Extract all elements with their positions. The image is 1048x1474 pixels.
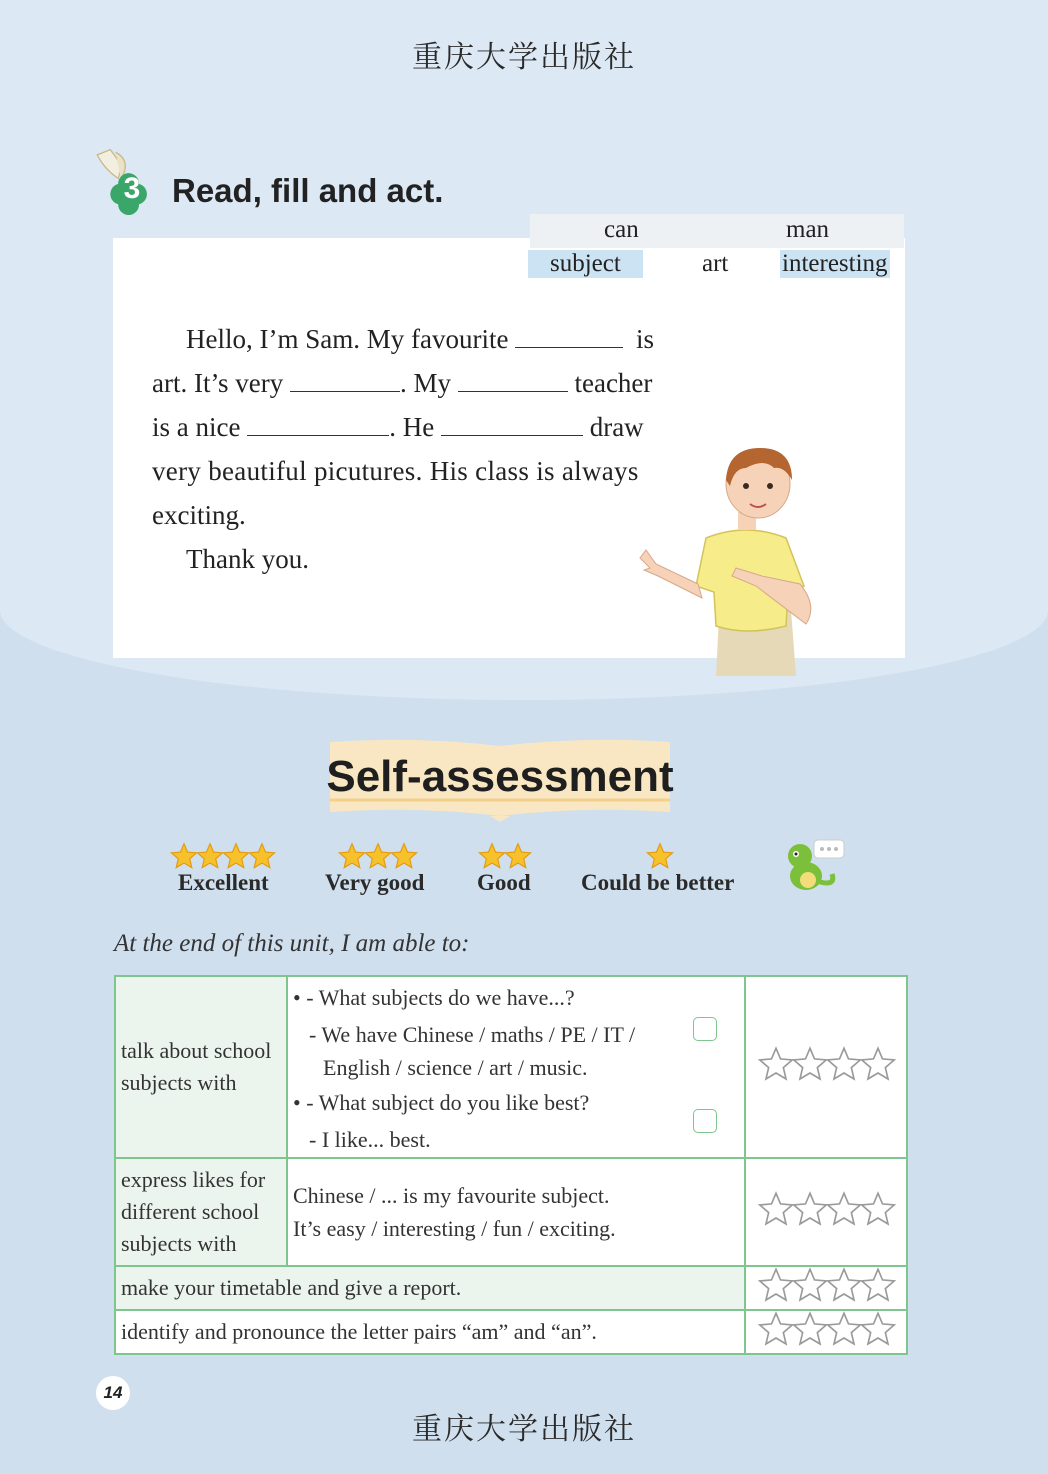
- phrases-cell: [287, 976, 745, 1158]
- star-outline-icon[interactable]: [826, 1046, 862, 1082]
- word-bank-word: art: [702, 250, 729, 277]
- passage-text: Hello, I’m Sam. My favourite: [186, 324, 509, 354]
- self-assessment-title: Self-assessment: [326, 752, 674, 801]
- rating-cell: [745, 1266, 907, 1310]
- skill-text: express likes for different school subjects with: [121, 1167, 266, 1256]
- legend-stars: [646, 842, 672, 872]
- skill-cell: [115, 1310, 745, 1354]
- word-bank-word: subject: [528, 250, 643, 278]
- star-filled-icon: [248, 842, 276, 870]
- publisher-header: 重庆大学出版社: [412, 40, 636, 75]
- passage-line-6: Thank you.: [186, 544, 309, 574]
- page-number: 14: [96, 1376, 130, 1410]
- word-bank: [530, 214, 904, 288]
- phrases-cell: [287, 1158, 745, 1266]
- star-outline-icon[interactable]: [860, 1046, 896, 1082]
- star-filled-icon: [338, 842, 366, 870]
- legend-label-excellent: Excellent: [178, 870, 269, 895]
- answer-blank[interactable]: [515, 325, 623, 348]
- star-outline-icon[interactable]: [792, 1191, 828, 1227]
- phrase-line: - We have Chinese / maths / PE / IT /: [309, 1021, 636, 1047]
- star-outline-icon[interactable]: [860, 1311, 896, 1347]
- skill-text: make your timetable and give a report.: [121, 1275, 462, 1300]
- star-outline-icon[interactable]: [758, 1191, 794, 1227]
- rating-cell: [745, 1310, 907, 1354]
- dragon-mascot-icon: [780, 838, 846, 894]
- skill-text: talk about school subjects with: [121, 1038, 272, 1095]
- passage-line-1: [186, 324, 654, 355]
- star-filled-icon: [390, 842, 418, 870]
- rating-cell: [745, 976, 907, 1158]
- star-filled-icon: [504, 842, 532, 870]
- legend-stars: [478, 842, 530, 872]
- legend-label-good: Good: [477, 870, 531, 895]
- answer-blank[interactable]: [290, 369, 400, 392]
- star-outline-icon[interactable]: [860, 1191, 896, 1227]
- star-filled-icon: [170, 842, 198, 870]
- publisher-footer: 重庆大学出版社: [412, 1412, 636, 1447]
- passage-line-2: [152, 368, 652, 399]
- star-outline-icon[interactable]: [826, 1191, 862, 1227]
- skill-cell: [115, 976, 287, 1158]
- exercise-title: Read, fill and act.: [172, 172, 444, 209]
- passage-text: draw: [589, 412, 644, 442]
- table-row: [115, 1158, 907, 1266]
- phrase-line: • - What subject do you like best?: [293, 1089, 590, 1115]
- phrase-line: Chinese / ... is my favourite subject.: [293, 1183, 610, 1208]
- passage-line-5: exciting.: [152, 500, 246, 530]
- rating-cell: [745, 1158, 907, 1266]
- legend-stars: [338, 842, 416, 872]
- star-outline-icon[interactable]: [758, 1046, 794, 1082]
- star-outline-icon[interactable]: [758, 1267, 794, 1303]
- star-outline-icon[interactable]: [860, 1267, 896, 1303]
- star-filled-icon: [478, 842, 506, 870]
- passage-text: art. It’s very: [152, 368, 284, 398]
- table-row: [115, 1266, 907, 1310]
- assessment-intro: At the end of this unit, I am able to:: [114, 930, 470, 957]
- phrase-line: It’s easy / interesting / fun / exciting.: [293, 1216, 616, 1241]
- exercise-number: 3: [123, 172, 141, 205]
- skill-cell: [115, 1266, 745, 1310]
- star-filled-icon: [222, 842, 250, 870]
- answer-blank[interactable]: [247, 413, 389, 436]
- legend-label-very-good: Very good: [325, 870, 425, 895]
- passage-text: is: [635, 324, 654, 354]
- word-bank-word: can: [604, 216, 639, 243]
- passage-line-4: very beautiful picutures. His class is always: [152, 456, 639, 486]
- checkbox[interactable]: [693, 1109, 717, 1133]
- skill-cell: [115, 1158, 287, 1266]
- table-row: [115, 976, 907, 1158]
- checkbox[interactable]: [693, 1017, 717, 1041]
- star-outline-icon[interactable]: [792, 1046, 828, 1082]
- table-row: [115, 1310, 907, 1354]
- word-bank-word: interesting: [782, 250, 888, 277]
- passage-text: . He: [389, 412, 435, 442]
- answer-blank[interactable]: [458, 369, 568, 392]
- boy-sam-illustration: [636, 446, 826, 676]
- passage-text: is a nice: [152, 412, 241, 442]
- answer-blank[interactable]: [441, 413, 583, 436]
- passage-text: . My: [399, 368, 451, 398]
- star-filled-icon: [196, 842, 224, 870]
- phrase-line: • - What subjects do we have...?: [293, 984, 575, 1010]
- passage-text: teacher: [574, 368, 653, 398]
- word-bank-word: man: [786, 216, 830, 243]
- word-bank-top-row: [530, 214, 904, 248]
- star-outline-icon[interactable]: [758, 1311, 794, 1347]
- star-filled-icon: [364, 842, 392, 870]
- star-outline-icon[interactable]: [792, 1311, 828, 1347]
- star-outline-icon[interactable]: [826, 1267, 862, 1303]
- passage-line-3: [152, 412, 644, 443]
- star-filled-icon: [646, 842, 674, 870]
- star-outline-icon[interactable]: [792, 1267, 828, 1303]
- legend-label-could-be-better: Could be better: [581, 870, 735, 895]
- star-outline-icon[interactable]: [826, 1311, 862, 1347]
- legend-stars: [170, 842, 274, 872]
- skill-text: identify and pronounce the letter pairs “am” and “an”.: [121, 1319, 597, 1344]
- phrase-line: English / science / art / music.: [323, 1054, 588, 1080]
- phrase-line: - I like... best.: [309, 1126, 431, 1152]
- self-assessment-table: [114, 975, 908, 1355]
